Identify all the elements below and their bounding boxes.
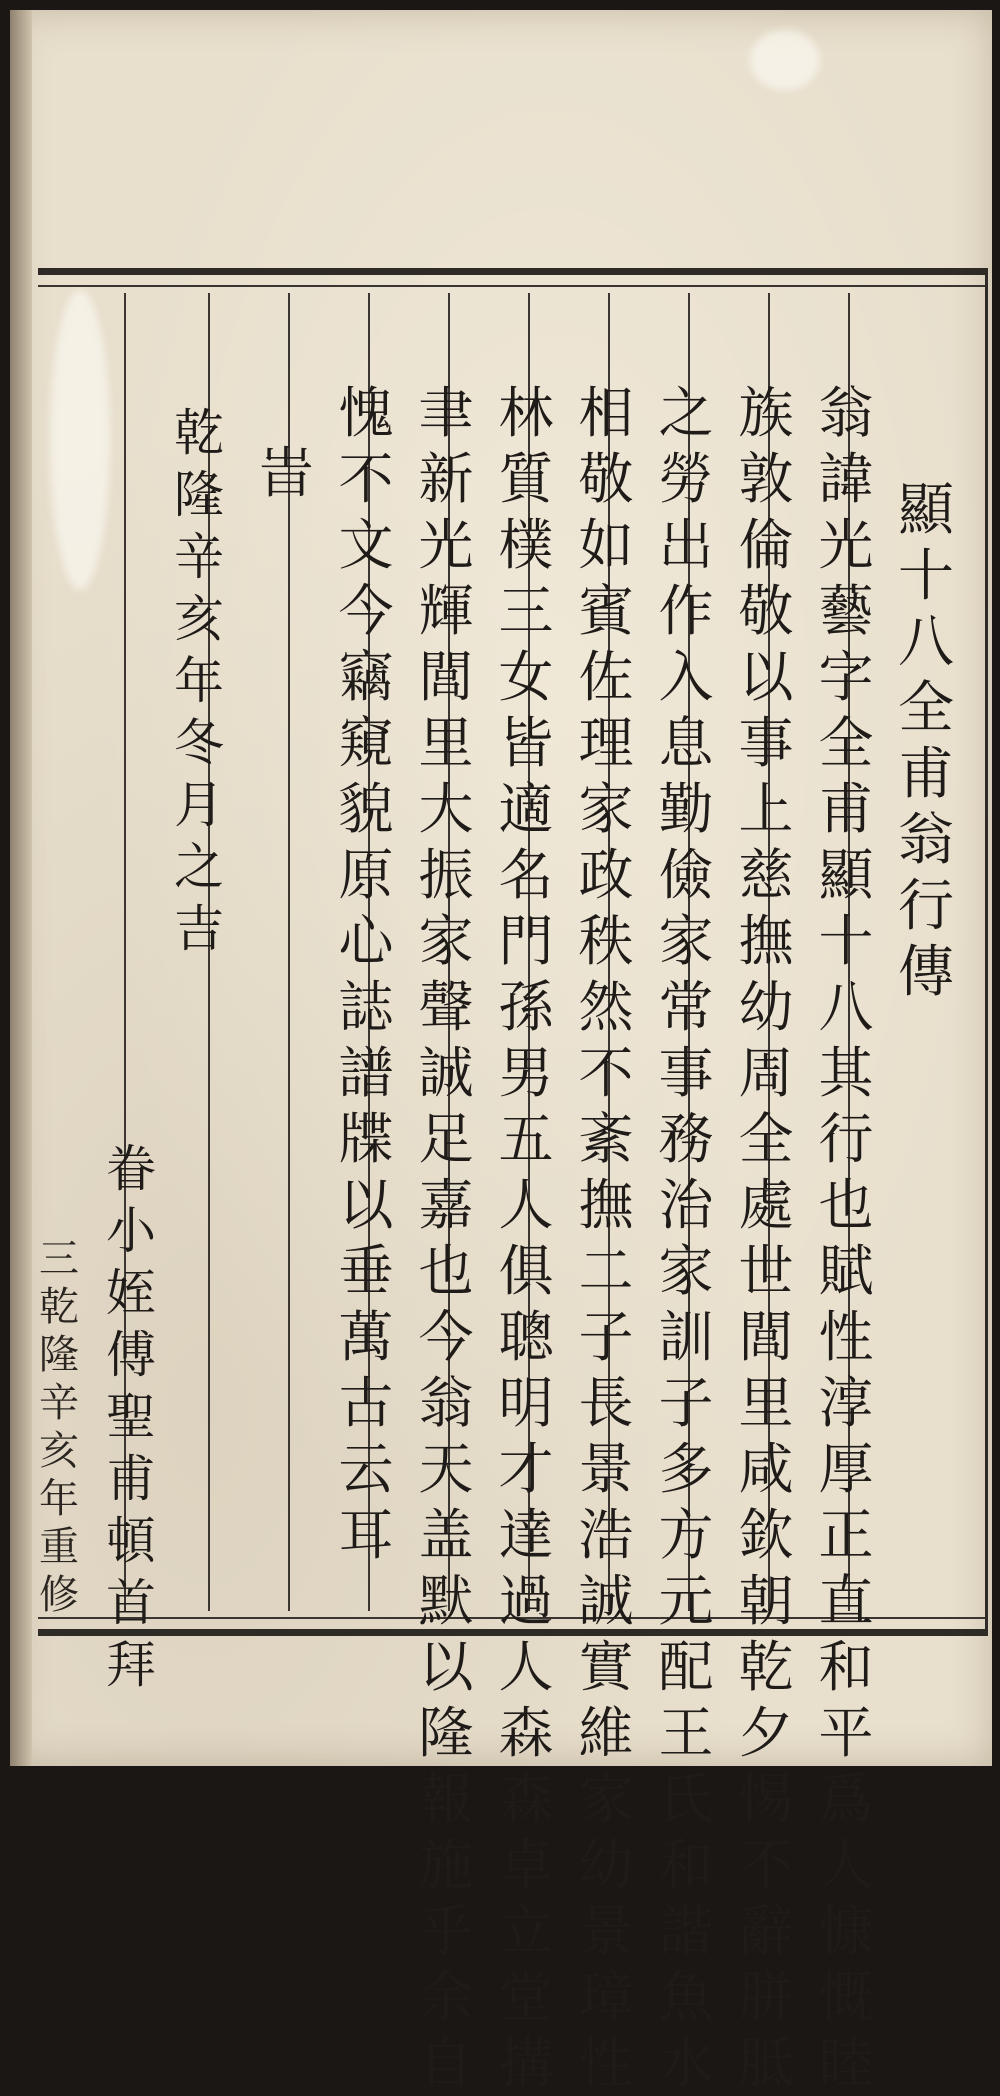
document-page <box>10 10 992 2095</box>
text-column: 相敬如賓佐理家政秩然不紊撫二子長景浩誠實維家幼景璋性 <box>578 381 634 2095</box>
date-line: 乾隆辛亥年冬月之吉 <box>174 404 224 958</box>
margin-note: 三乾隆辛亥年重修 <box>39 1236 79 1618</box>
text-column: 愧不文今竊窺貌原心誌譜牒以垂萬古云耳 <box>338 381 394 1567</box>
author-signature: 眷小姪傅聖甫頓首拜 <box>106 1140 156 1694</box>
page-spine-edge <box>10 10 32 1766</box>
text-column: 聿新光輝閭里大振家聲誠足嘉也今翁天盖默以隆報施乎余自 <box>418 381 474 2095</box>
era-marker: 旹 <box>258 441 314 505</box>
text-column: 族敦倫敬以事上慈撫幼周全處世閭里咸欽朝乾夕惕不辭胼胝 <box>738 381 794 2095</box>
text-column: 之勞出作入息勤儉家常事務治家訓子多方元配王氏和諧魚水 <box>658 381 714 2095</box>
text-column: 林質樸三女皆適名門孫男五人俱聰明才達過人森森卓立堂搆 <box>498 381 554 2095</box>
text-column: 翁諱光藝字全甫顯十八其行也賦性淳厚正直和平爲人慷慨睦 <box>818 381 874 2095</box>
paper-wear-spot <box>750 30 820 90</box>
document-title: 顯十八全甫翁行傳 <box>898 478 954 1005</box>
